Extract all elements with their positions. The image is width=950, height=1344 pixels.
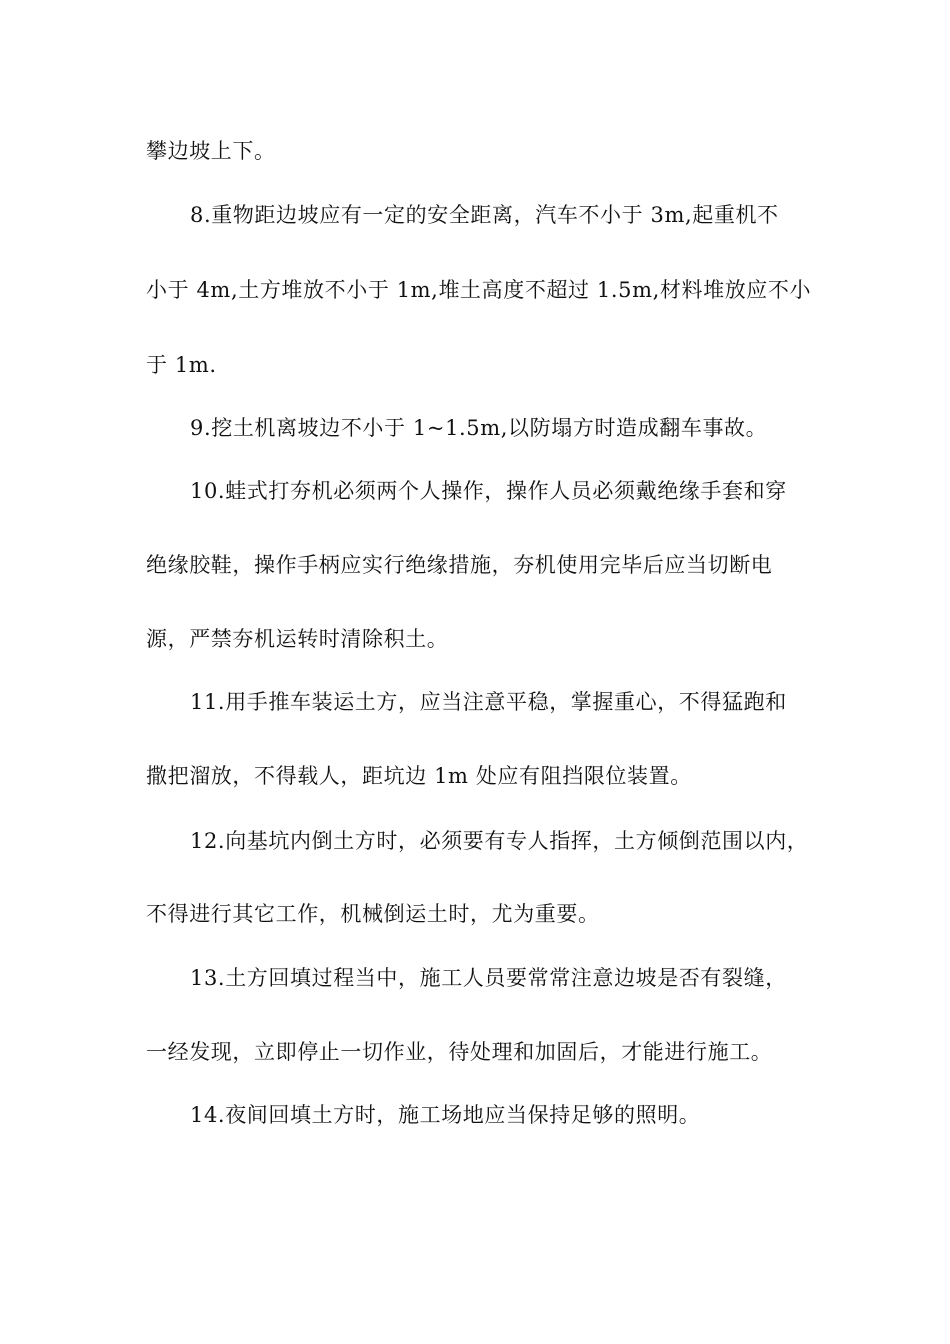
text-line: 10.蛙式打夯机必须两个人操作，操作人员必须戴绝缘手套和穿 — [190, 479, 787, 503]
text-line: 小于 4m,土方堆放不小于 1m,堆土高度不超过 1.5m,材料堆放应不小 — [146, 278, 812, 302]
text-line: 13.土方回填过程当中，施工人员要常常注意边坡是否有裂缝， — [190, 966, 787, 990]
text-line: 源，严禁夯机运转时清除积土。 — [146, 627, 449, 651]
text-line: 8.重物距边坡应有一定的安全距离，汽车不小于 3m,起重机不 — [190, 203, 779, 227]
text-line: 绝缘胶鞋，操作手柄应实行绝缘措施，夯机使用完毕后应当切断电 — [146, 553, 773, 577]
text-line: 攀边坡上下。 — [146, 139, 276, 163]
text-line: 9.挖土机离坡边不小于 1~1.5m,以防塌方时造成翻车事故。 — [190, 416, 768, 440]
text-line: 于 1m. — [146, 353, 217, 377]
text-line: 14.夜间回填土方时，施工场地应当保持足够的照明。 — [190, 1103, 701, 1127]
text-line: 撒把溜放，不得载人，距坑边 1m 处应有阻挡限位装置。 — [146, 764, 692, 788]
text-line: 不得进行其它工作，机械倒运土时，尤为重要。 — [146, 902, 600, 926]
text-line: 11.用手推车装运土方，应当注意平稳，掌握重心，不得猛跑和 — [190, 690, 787, 714]
text-line: 12.向基坑内倒土方时，必须要有专人指挥，土方倾倒范围以内， — [190, 829, 809, 853]
text-line: 一经发现，立即停止一切作业，待处理和加固后，才能进行施工。 — [146, 1040, 773, 1064]
